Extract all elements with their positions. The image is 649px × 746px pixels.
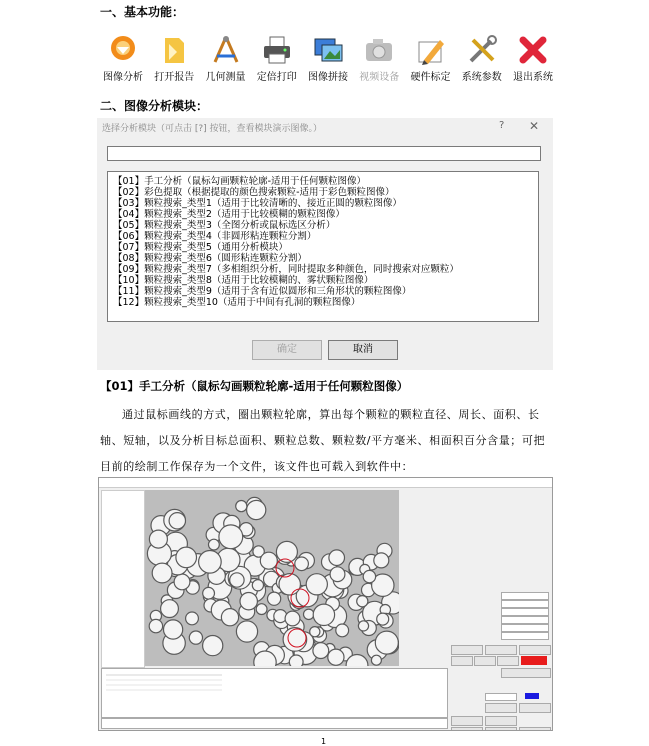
particle — [164, 620, 183, 639]
tool-open-report[interactable] — [149, 34, 199, 84]
particle — [149, 530, 167, 548]
figure-button — [485, 727, 517, 731]
image-analysis-icon — [106, 34, 140, 66]
particle — [236, 501, 247, 512]
section3-title: 【01】手工分析（鼠标勾画颗粒轮廓-适用于任何颗粒图像） — [100, 379, 409, 393]
particle — [377, 613, 389, 625]
list-item[interactable]: 【03】颗粒搜索_类型1（适用于比较清晰的、接近正圆的颗粒图像） — [113, 198, 402, 209]
figure-left-panel — [101, 490, 145, 668]
particle — [209, 539, 220, 550]
list-item[interactable]: 【06】颗粒搜索_类型4（非圆形粘连颗粒分割） — [113, 231, 317, 242]
figure-button — [497, 656, 519, 666]
figure-results-table — [101, 668, 448, 718]
tool-system-params[interactable] — [457, 34, 507, 84]
particle-image — [145, 490, 399, 666]
particle — [374, 553, 389, 568]
list-item[interactable]: 【05】颗粒搜索_类型3（全图分析或鼠标选区分析） — [113, 220, 336, 231]
figure-button — [485, 703, 517, 713]
section2-title: 二、图像分析模块： — [100, 99, 209, 113]
particle — [313, 643, 329, 659]
particle — [357, 596, 368, 607]
figure-field — [501, 600, 549, 608]
particle — [189, 631, 202, 644]
particle — [240, 593, 257, 610]
tools-icon — [465, 34, 499, 66]
paragraph-text: 通过鼠标画线的方式，圈出颗粒轮廓，算出每个颗粒的颗粒直径、周长、面积、长轴、短轴，以及分析目标总面积、颗粒总数、颗粒数/平方毫米、相面积百分含量；可把目前的绘制工作保存为一个文件，该文件也可载入到软件中： — [100, 408, 546, 473]
particle — [328, 649, 344, 665]
particle — [149, 619, 162, 632]
particle — [289, 655, 303, 666]
pencil-calibrate-icon — [414, 34, 448, 66]
particle — [256, 604, 267, 615]
figure-button — [451, 656, 473, 666]
tool-video-device[interactable] — [354, 34, 404, 84]
geometry-measure-icon — [209, 34, 243, 66]
particle — [313, 604, 334, 625]
figure-button — [519, 645, 551, 655]
help-button[interactable]: ? — [499, 120, 505, 131]
tool-exit[interactable] — [508, 34, 558, 84]
figure-button — [485, 716, 517, 726]
particle — [371, 655, 381, 665]
page-number: 1 — [321, 737, 327, 746]
tool-label: 打开报告 — [154, 72, 195, 83]
particle — [169, 513, 185, 529]
tool-label: 定倍打印 — [256, 72, 297, 83]
particle — [358, 621, 368, 631]
camera-icon — [362, 34, 396, 66]
toolbar — [98, 34, 558, 84]
tool-print[interactable] — [252, 34, 302, 84]
particle — [203, 587, 215, 599]
tool-image-analysis[interactable] — [98, 34, 148, 84]
micrograph-image — [145, 490, 399, 666]
particle — [363, 570, 375, 582]
figure-field — [501, 608, 549, 616]
figure-status-bar — [101, 718, 448, 729]
figure-button — [519, 727, 551, 731]
list-item[interactable]: 【11】颗粒搜索_类型9（适用于含有近似圆形和三角形状的颗粒图像） — [113, 286, 412, 297]
ok-button[interactable]: 确定 — [252, 340, 322, 360]
section1-title: 一、基本功能： — [100, 5, 185, 19]
list-item[interactable]: 【10】颗粒搜索_类型8（适用于比较模糊的、雾状颗粒图像） — [113, 275, 374, 286]
figure-button — [474, 656, 496, 666]
module-list[interactable] — [107, 171, 539, 322]
figure-button — [501, 668, 551, 678]
particle — [268, 592, 281, 605]
figure-button — [519, 703, 551, 713]
module-search-input[interactable] — [107, 146, 541, 161]
figure-titlebar — [99, 478, 552, 488]
particle — [247, 500, 266, 519]
list-item[interactable]: 【01】手工分析（鼠标勾画颗粒轮廓-适用于任何颗粒图像） — [113, 176, 367, 187]
tool-label: 硬件标定 — [410, 72, 451, 83]
figure-field — [501, 616, 549, 624]
printer-icon — [260, 34, 294, 66]
exit-icon — [516, 34, 550, 66]
figure-right-panel — [449, 490, 551, 728]
tool-image-stitch[interactable] — [303, 34, 353, 84]
particle — [375, 631, 398, 654]
particle — [310, 627, 320, 637]
tool-label: 图像分析 — [103, 72, 143, 83]
open-report-icon — [157, 34, 191, 66]
figure-field — [501, 632, 549, 640]
list-item[interactable]: 【08】颗粒搜索_类型6（圆形粘连颗粒分割） — [113, 253, 307, 264]
list-item[interactable]: 【12】颗粒搜索_类型10（适用于中间有孔洞的颗粒图像） — [113, 297, 361, 308]
tool-hardware-calibrate[interactable] — [406, 34, 456, 84]
tool-label: 几何测量 — [205, 72, 246, 83]
list-item[interactable]: 【02】彩色提取（根据提取的颜色搜索颗粒-适用于彩色颗粒图像） — [113, 187, 395, 198]
red-color-swatch — [521, 656, 547, 665]
particle — [221, 609, 238, 626]
particle — [199, 551, 222, 574]
particle — [304, 609, 314, 619]
figure-button — [451, 716, 483, 726]
software-screenshot-figure — [98, 477, 553, 731]
tool-label: 系统参数 — [461, 72, 502, 83]
tool-label: 图像拼接 — [308, 72, 348, 83]
tool-geometry-measure[interactable] — [201, 34, 251, 84]
results-table-lines — [102, 669, 447, 717]
cancel-button[interactable]: 取消 — [328, 340, 398, 360]
figure-button — [451, 727, 483, 731]
description-paragraph — [100, 402, 554, 480]
list-item[interactable]: 【09】颗粒搜索_类型7（多相组织分析，同时提取多种颜色，同时搜索对应颗粒） — [113, 264, 459, 275]
particle — [176, 547, 197, 568]
particle — [336, 624, 349, 637]
particle — [152, 563, 172, 583]
particle — [306, 574, 327, 595]
blue-color-swatch — [525, 693, 539, 699]
figure-button — [485, 645, 517, 655]
tool-label: 退出系统 — [513, 72, 553, 83]
particle — [260, 552, 277, 569]
particle — [295, 557, 309, 571]
particle — [186, 612, 199, 625]
particle — [174, 574, 190, 590]
particle — [330, 567, 345, 582]
particle — [219, 525, 243, 549]
particle — [203, 636, 223, 656]
particle — [252, 580, 263, 591]
particle — [236, 621, 257, 642]
list-item[interactable]: 【04】颗粒搜索_类型2（适用于比较模糊的颗粒图像） — [113, 209, 345, 220]
dialog-title: 选择分析模块（可点击 [?] 按钮，查看模块演示图像。） — [102, 124, 323, 134]
particle — [285, 611, 300, 626]
image-stitch-icon — [311, 34, 345, 66]
particle — [329, 550, 345, 566]
particle — [161, 600, 179, 618]
particle — [230, 573, 244, 587]
figure-field — [485, 693, 517, 701]
tool-label: 视频设备 — [359, 72, 400, 83]
module-select-dialog — [97, 118, 553, 370]
list-item[interactable]: 【07】颗粒搜索_类型5（通用分析模块） — [113, 242, 288, 253]
figure-field — [501, 624, 549, 632]
figure-button — [451, 645, 483, 655]
close-icon[interactable]: ✕ — [529, 119, 540, 133]
figure-field — [501, 592, 549, 600]
